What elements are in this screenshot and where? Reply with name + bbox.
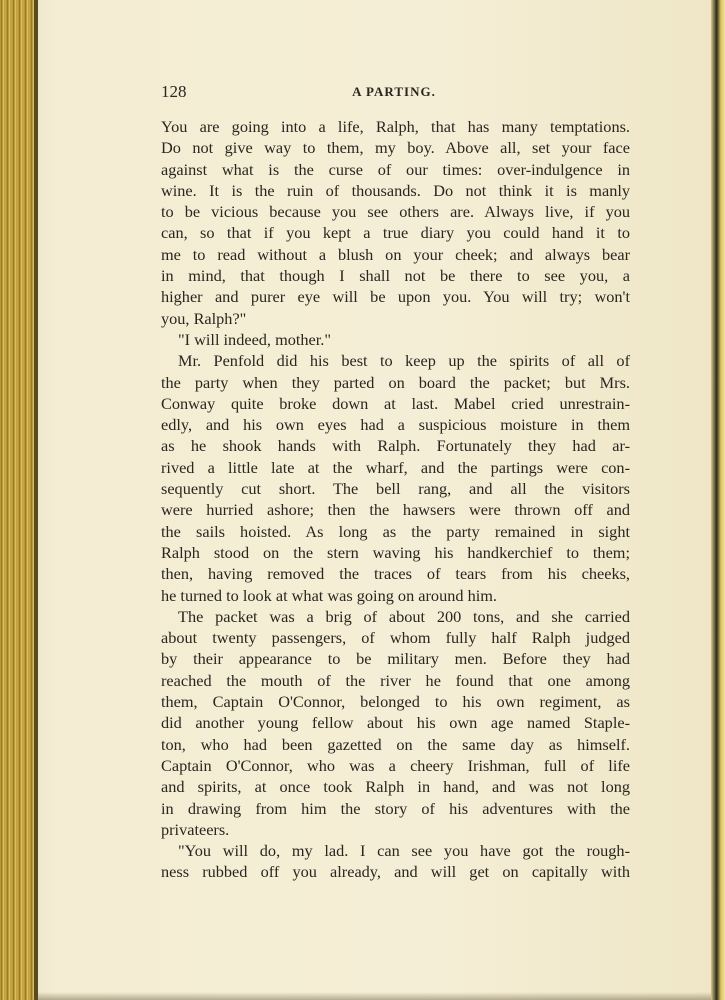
page-header [161, 82, 627, 104]
text-line: sequently cut short. The bell rang, and all the visitors [161, 479, 630, 499]
text-line: were hurried ashore; then the hawsers were thrown off and [161, 500, 630, 520]
text-line: rived a little late at the wharf, and the partings were con- [161, 457, 630, 477]
page-edge-right [711, 0, 725, 1000]
text-line: them, Captain O'Connor, belonged to his own regiment, as [161, 692, 630, 712]
page-number: 128 [161, 82, 187, 101]
text-line: higher and purer eye will be upon you. You will try; won't [161, 287, 630, 307]
running-title: A PARTING. [352, 84, 436, 99]
text-line: the sails hoisted. As long as the party remained in sight [161, 521, 630, 541]
text-line: You are going into a life, Ralph, that has many temptations. [161, 117, 630, 136]
text-line: me to read without a blush on your cheek; and always bear [161, 244, 630, 264]
text-line: in drawing from him the story of his adventures with the [161, 798, 630, 818]
text-line: the party when they parted on board the packet; but Mrs. [161, 372, 630, 392]
text-line: about twenty passengers, of whom fully half Ralph judged [161, 628, 630, 648]
text-line: and spirits, at once took Ralph in hand, and was not long [161, 777, 630, 797]
text-line: Ralph stood on the stern waving his handkerchief to them; [161, 542, 630, 562]
page-bottom-shadow [38, 992, 711, 1000]
text-line: to be vicious because you see others are. Always live, if you [161, 202, 630, 222]
body-text [161, 116, 630, 883]
text-line: Conway quite broke down at last. Mabel cried unrestrain- [161, 393, 630, 413]
text-line: by their appearance to be military men. Before they had [161, 649, 630, 669]
text-line: privateers. [161, 819, 230, 839]
text-line: did another young fellow about his own age named Staple- [161, 713, 630, 733]
text-line: wine. It is the ruin of thousands. Do not think it is manly [161, 180, 630, 200]
text-line: ness rubbed off you already, and will get on capitally with [161, 862, 630, 882]
text-line: Mr. Penfold did his best to keep up the spirits of all of [178, 351, 630, 371]
text-line: "You will do, my lad. I can see you have got the rough- [178, 841, 630, 861]
text-line: he turned to look at what was going on around him. [161, 585, 497, 605]
gilt-page-edges-left [0, 0, 38, 1000]
text-line: in mind, that though I shall not be there to see you, a [161, 266, 630, 286]
text-line: against what is the curse of our times: over-indulgence in [161, 159, 630, 179]
text-line: edly, and his own eyes had a suspicious moisture in them [161, 415, 630, 435]
text-line: The packet was a brig of about 200 tons, and she carried [178, 606, 630, 626]
text-line: you, Ralph?" [161, 308, 247, 328]
text-line: Captain O'Connor, who was a cheery Irishman, full of life [161, 755, 630, 775]
text-line: reached the mouth of the river he found that one among [161, 670, 630, 690]
text-line: as he shook hands with Ralph. Fortunately they had ar- [161, 436, 630, 456]
text-line: then, having removed the traces of tears from his cheeks, [161, 564, 630, 584]
text-line: Do not give way to them, my boy. Above all, set your face [161, 138, 630, 158]
text-line: "I will indeed, mother." [178, 329, 332, 349]
text-line: ton, who had been gazetted on the same day as himself. [161, 734, 630, 754]
text-line: can, so that if you kept a true diary you could hand it to [161, 223, 630, 243]
